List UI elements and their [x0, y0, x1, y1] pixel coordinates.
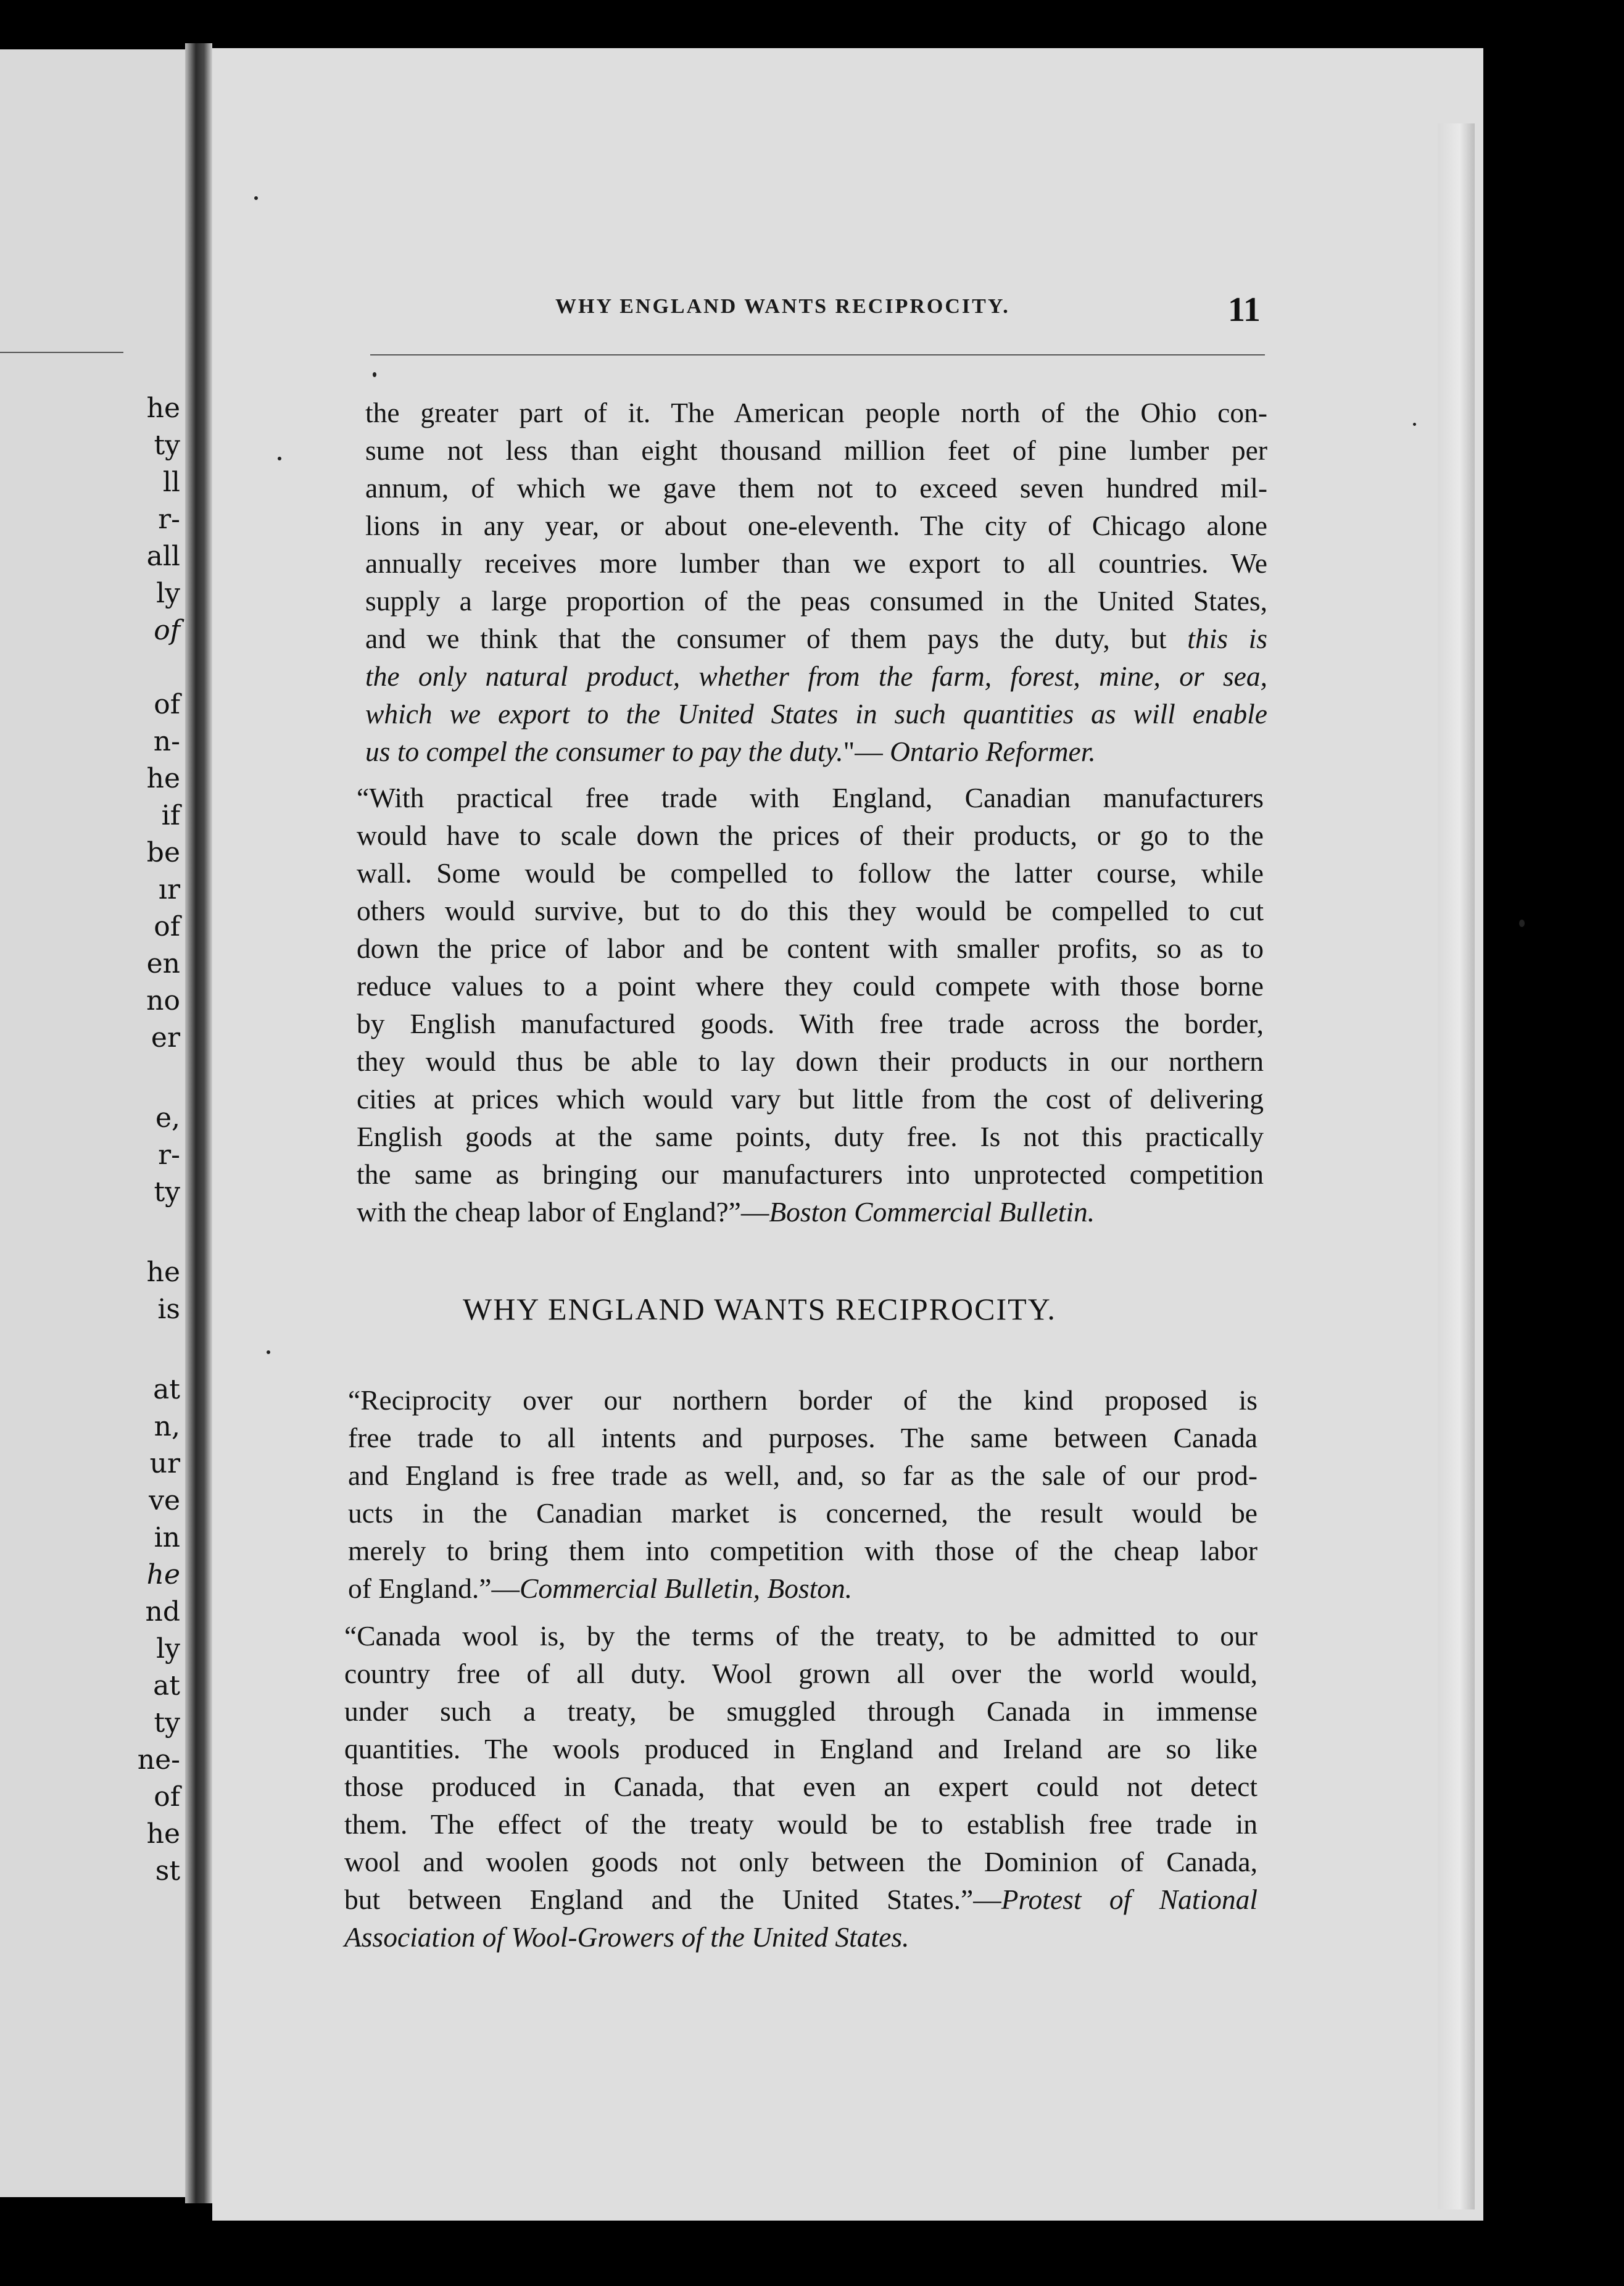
- italic-line: [365, 695, 1267, 733]
- scan-speck: [373, 372, 376, 377]
- previous-page-line-fragment: ır: [158, 874, 180, 905]
- text-line-attribution: [365, 733, 1267, 770]
- previous-page-line-fragment: he: [146, 1818, 180, 1850]
- text-run: with the cheap labor of England?”—: [357, 1196, 769, 1228]
- text-line: lions in any year, or about one-eleventh. The city of Chicago alone: [365, 510, 1267, 541]
- previous-page-line-fragment: he: [146, 763, 180, 794]
- header-rule: [370, 354, 1265, 355]
- previous-page-line-fragment: n-: [153, 726, 180, 757]
- page-number: 11: [1228, 291, 1261, 329]
- previous-page-line-fragment: at: [153, 1374, 180, 1405]
- text-line: free trade to all intents and purposes. The same between Canada: [348, 1422, 1257, 1453]
- scan-speck: [254, 196, 258, 200]
- scan-speck: [278, 457, 281, 460]
- scan-speck: [1413, 423, 1416, 426]
- paragraph-lumber-quote: [365, 394, 1267, 770]
- text-line: reduce values to a point where they could compete with those borne: [357, 970, 1264, 1002]
- text-line-attribution: [348, 1569, 1257, 1607]
- text-line: the same as bringing our manufacturers into unprotected competition: [357, 1158, 1264, 1190]
- previous-page-line-fragment: he: [146, 393, 180, 424]
- page-edge: [1438, 123, 1475, 2209]
- previous-page-line-fragment: n,: [154, 1411, 180, 1442]
- text-run: of England.”—: [348, 1573, 520, 1604]
- scan-speck: [267, 1350, 270, 1354]
- italic-line: [344, 1918, 1257, 1956]
- text-line: wool and woolen goods not only between the Dominion of Canada,: [344, 1846, 1257, 1877]
- text-line: sume not less than eight thousand million feet of pine lumber per: [365, 434, 1267, 466]
- text-line: under such a treaty, be smuggled through Canada in immense: [344, 1695, 1257, 1727]
- text-line: supply a large proportion of the peas consumed in the United States,: [365, 585, 1267, 617]
- previous-page-rule: [0, 352, 123, 353]
- previous-page-line-fragment: be: [146, 837, 180, 868]
- text-line: country free of all duty. Wool grown all over the world would,: [344, 1658, 1257, 1689]
- text-line: English goods at the same points, duty free. Is not this practically: [357, 1121, 1264, 1152]
- text-run: but between England and the United States.”—: [344, 1884, 1001, 1915]
- previous-page-line-fragment: e,: [155, 1102, 180, 1134]
- text-line: those produced in Canada, that even an expert could not detect: [344, 1771, 1257, 1802]
- text-line: by English manufactured goods. With free trade across the border,: [357, 1008, 1264, 1039]
- previous-page-line-fragment: if: [161, 800, 180, 831]
- text-line: annum, of which we gave them not to exceed seven hundred mil-: [365, 472, 1267, 504]
- italic-run: the only natural product, whether from the farm, forest, mine, or sea,: [365, 660, 1267, 692]
- previous-page-line-fragment: he: [146, 1559, 180, 1590]
- text-line: “Reciprocity over our northern border of the kind proposed is: [348, 1384, 1257, 1416]
- text-line: they would thus be able to lay down their products in our northern: [357, 1045, 1264, 1077]
- previous-page-line-fragment: ty: [154, 1176, 180, 1208]
- quote-source: Association of Wool-Growers of the United States.: [344, 1921, 909, 1953]
- italic-run: which we export to the United States in such quantities as will enable: [365, 698, 1267, 729]
- running-head: WHY ENGLAND WANTS RECIPROCITY.: [555, 295, 1010, 318]
- text-line: “Canada wool is, by the terms of the treaty, to be admitted to our: [344, 1620, 1257, 1652]
- previous-page-line-fragment: of: [154, 689, 180, 720]
- quote-source: Ontario Reformer.: [890, 736, 1096, 767]
- quote-source: Commercial Bulletin, Boston.: [519, 1573, 853, 1604]
- previous-page-line-fragment: ty: [154, 430, 180, 461]
- previous-page-line-fragment: ty: [154, 1707, 180, 1739]
- text-line: “With practical free trade with England, Canadian manufacturers: [357, 782, 1264, 813]
- text-line: annually receives more lumber than we export to all countries. We: [365, 547, 1267, 579]
- text-line: down the price of labor and be content with smaller profits, so as to: [357, 933, 1264, 964]
- previous-page-line-fragment: ly: [156, 578, 180, 609]
- text-line: would have to scale down the prices of their products, or go to the: [357, 820, 1264, 851]
- quote-source: Boston Commercial Bulletin.: [769, 1196, 1095, 1228]
- previous-page-line-fragment: no: [146, 985, 180, 1016]
- previous-page-line-fragment: ll: [162, 467, 180, 498]
- paragraph-reciprocity-quote: [348, 1381, 1257, 1607]
- text-line-mixed: [365, 620, 1267, 657]
- previous-page-line-fragment: er: [151, 1022, 180, 1054]
- text-line: them. The effect of the treaty would be to establish free trade in: [344, 1808, 1257, 1840]
- text-line: wall. Some would be compelled to follow the latter course, while: [357, 857, 1264, 889]
- previous-page-line-fragment: nd: [145, 1596, 180, 1627]
- previous-page-line-fragment: all: [146, 541, 180, 572]
- text-line: the greater part of it. The American people north of the Ohio con-: [365, 397, 1267, 428]
- quote-source: Protest of National: [1001, 1884, 1257, 1915]
- previous-page-line-fragment: st: [155, 1855, 180, 1887]
- scan-speck: [1519, 920, 1525, 927]
- previous-page-line-fragment: at: [153, 1670, 180, 1702]
- italic-run: us to compel the consumer to pay the duty.: [365, 736, 843, 767]
- previous-page-line-fragment: he: [146, 1257, 180, 1288]
- book-gutter: [185, 43, 212, 2203]
- text-line: merely to bring them into competition with those of the cheap labor: [348, 1535, 1257, 1566]
- text-line: cities at prices which would vary but little from the cost of delivering: [357, 1083, 1264, 1115]
- previous-page-line-fragment: ve: [149, 1485, 180, 1516]
- text-line: ucts in the Canadian market is concerned, the result would be: [348, 1497, 1257, 1529]
- italic-run: this is: [1187, 623, 1267, 654]
- previous-page-line-fragment: ne-: [137, 1744, 180, 1776]
- previous-page-line-fragment: r-: [158, 1139, 180, 1171]
- text-line: quantities. The wools produced in England and Ireland are so like: [344, 1733, 1257, 1764]
- paragraph-free-trade-quote: [357, 779, 1264, 1231]
- text-run: "—: [843, 736, 890, 767]
- previous-page-line-fragment: of: [154, 911, 180, 942]
- italic-line: [365, 657, 1267, 695]
- previous-page-fragment: [0, 49, 196, 2197]
- text-line-attribution: [357, 1193, 1264, 1231]
- previous-page-line-fragment: ur: [149, 1448, 180, 1479]
- previous-page-line-fragment: of: [154, 615, 180, 646]
- previous-page-line-fragment: ly: [156, 1633, 180, 1665]
- text-run: and we think that the consumer of them pays the duty, but: [365, 623, 1188, 654]
- previous-page-line-fragment: r-: [158, 504, 180, 535]
- previous-page-line-fragment: en: [146, 948, 180, 979]
- previous-page-line-fragment: is: [157, 1294, 180, 1325]
- section-heading: WHY ENGLAND WANTS RECIPROCITY.: [463, 1292, 1056, 1326]
- text-line-mixed: [344, 1881, 1257, 1918]
- text-line: and England is free trade as well, and, so far as the sale of our prod-: [348, 1460, 1257, 1491]
- text-line: others would survive, but to do this they would be compelled to cut: [357, 895, 1264, 926]
- paragraph-wool-quote: [344, 1617, 1257, 1956]
- previous-page-line-fragment: in: [154, 1522, 180, 1553]
- previous-page-line-fragment: of: [154, 1781, 180, 1813]
